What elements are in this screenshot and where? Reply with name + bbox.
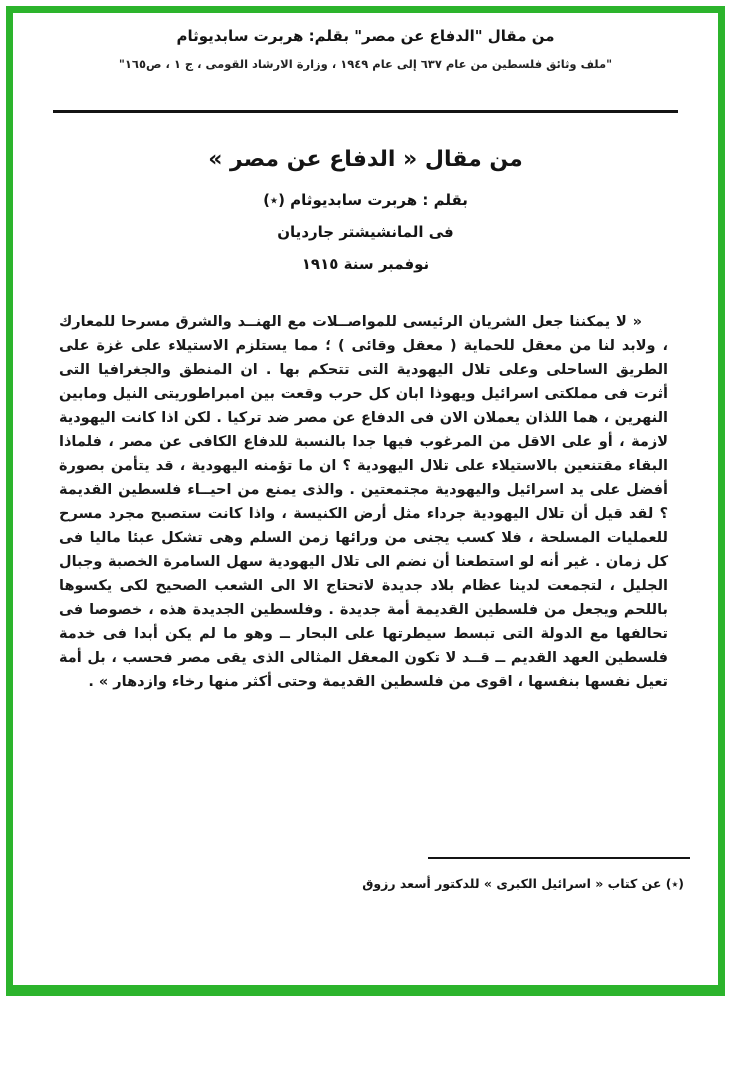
document-page (13, 13, 718, 985)
article-body-paragraph: « لا يمكننا جعل الشريان الرئيسى للمواصــلات مع الهنــد والشرق مسرحا للمعارك ، ولابد لنا من معقل للحماية ( معقل وقائى ) ؛ مما يستلزم الاستيلاء على غزة على الطريق الساحلى وعلى تلال اليهودية التى تتحكم بها . ان المنطق والجغرافيا التى أثرت فى مملكتى اسرائيل ويهوذا ابان كل حرب وقعت بين امبراطوريتى النيل ومابين النهرين ، هما اللذان يعملان الان فى الدفاع عن مصر ضد تركيا . لكن اذا كانت اليهودية لازمة ، أو على الاقل من المرغوب فيها جدا بالنسبة للدفاع الكافى عن مصر ، فلماذا البقاء مقتنعين بالاستيلاء على تلال اليهودية ؟ ان ما تؤمنه اليهودية ، قد يتأمن بصورة أفضل على يد اسرائيل واليهودية مجتمعتين . والذى يمنع من احيــاء فلسطين القديمة ؟ لقد قيل أن تلال اليهودية جرداء مثل أرض الكنيسة ، واذا كانت ستصبح مجرد مسرح للعمليات المسلحة ، فلا كسب يجنى من ورائها زمن السلم وهى تشكل عبئا ماليا فى كل زمان . غير أنه لو استطعنا أن نضم الى تلال اليهودية سهل السامرة الخصبة وجبال الجليل ، لتجمعت لدينا عظام بلاد جديدة لاتحتاج الا الى الشعب الصحيح لكى يكسوها باللحم ويجعل من فلسطين القديمة أمة جديدة . وفلسطين الجديدة هذه ، خصوصا فى تحالفها مع الدولة التى تبسط سيطرتها على البحار ــ وهو ما لم يكن أبدا فى خدمة فلسطين العهد القديم ــ قــد لا تكون المعقل المثالى الذى يقى مصر فحسب ، بل أمة تعيل نفسها بنفسها ، اقوى من فلسطين القديمة وحتى أكثر منها رخاء وازدهار » . (59, 314, 668, 690)
footnote-text: (٭) عن كتاب « اسرائيل الكبرى » للدكتور أسعد رزوق (362, 876, 684, 891)
article-title: من مقال « الدفاع عن مصر » (208, 147, 523, 172)
green-border-frame (6, 6, 725, 996)
header-title: من مقال "الدفاع عن مصر" بقلم: هربرت سابديوثام (176, 27, 555, 45)
footnote-separator-rule (428, 857, 690, 859)
header-divider-rule (53, 110, 678, 113)
article-byline: بقلم : هربرت سابديوثام (٭) (263, 191, 468, 209)
header-source-citation: "ملف وثائق فلسطين من عام ٦٣٧ إلى عام ١٩٤٩ ، وزارة الارشاد القومى ، ج ١ ، ص١٦٥" (118, 57, 613, 71)
article-date: نوفمبر سنة ١٩١٥ (301, 255, 430, 273)
article-publication: فى المانشيشتر جارديان (277, 223, 454, 241)
document-header (13, 13, 718, 72)
